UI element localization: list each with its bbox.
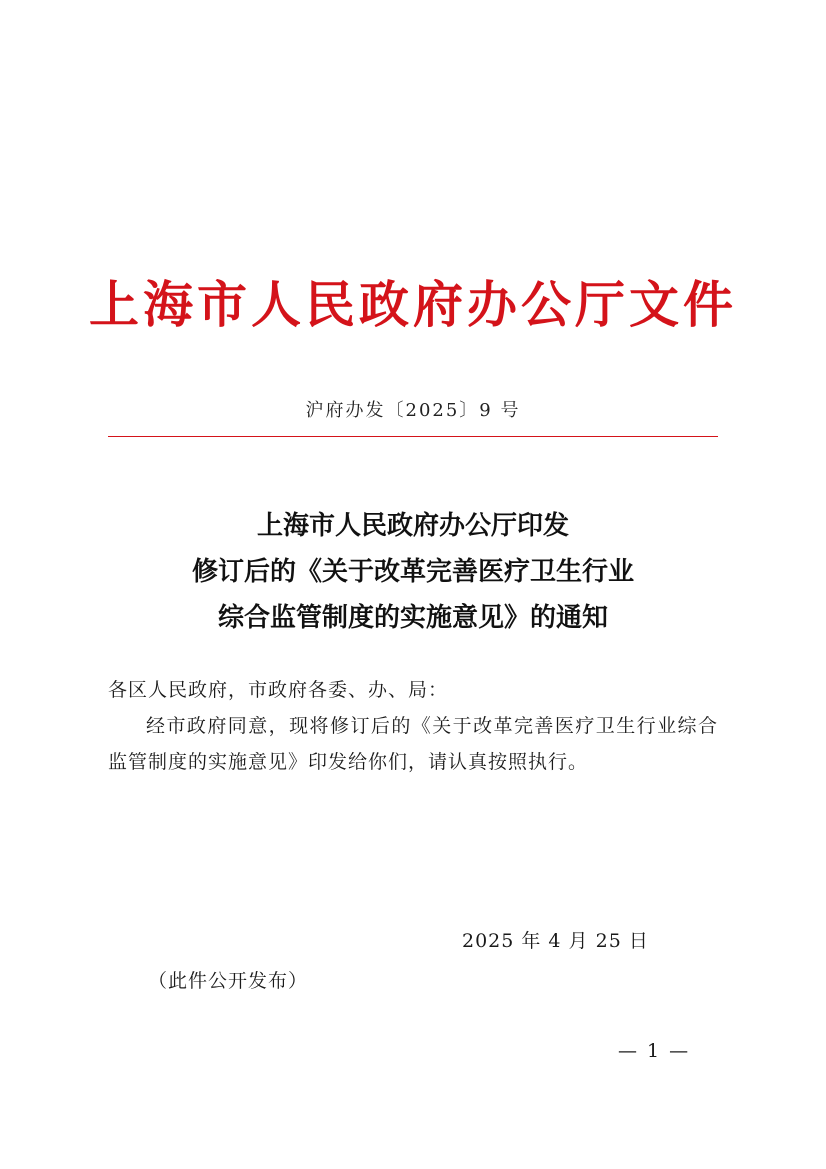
addressee-line: 各区人民政府，市政府各委、办、局： [108,679,449,701]
notice-title-line-1: 上海市人民政府办公厅印发 [256,511,569,541]
notice-title-line-3: 综合监管制度的实施意见》的通知 [217,603,608,633]
body-paragraph: 经市政府同意，现将修订后的《关于改革完善医疗卫生行业综合监管制度的实施意见》印发给你们，请认真按照执行。 [108,715,718,773]
document-header-title: 上海市人民政府办公厅文件 [89,275,737,334]
issue-date: 2025 年 4 月 25 日 [462,930,649,952]
document-number: 沪府办发〔2025〕9 号 [305,400,521,421]
notice-title-line-2: 修订后的《关于改革完善医疗卫生行业 [191,557,634,587]
page-number: — 1 — [618,1040,691,1062]
publication-note: （此件公开发布） [148,970,309,992]
notice-title [0,503,826,641]
header-divider [108,436,718,437]
